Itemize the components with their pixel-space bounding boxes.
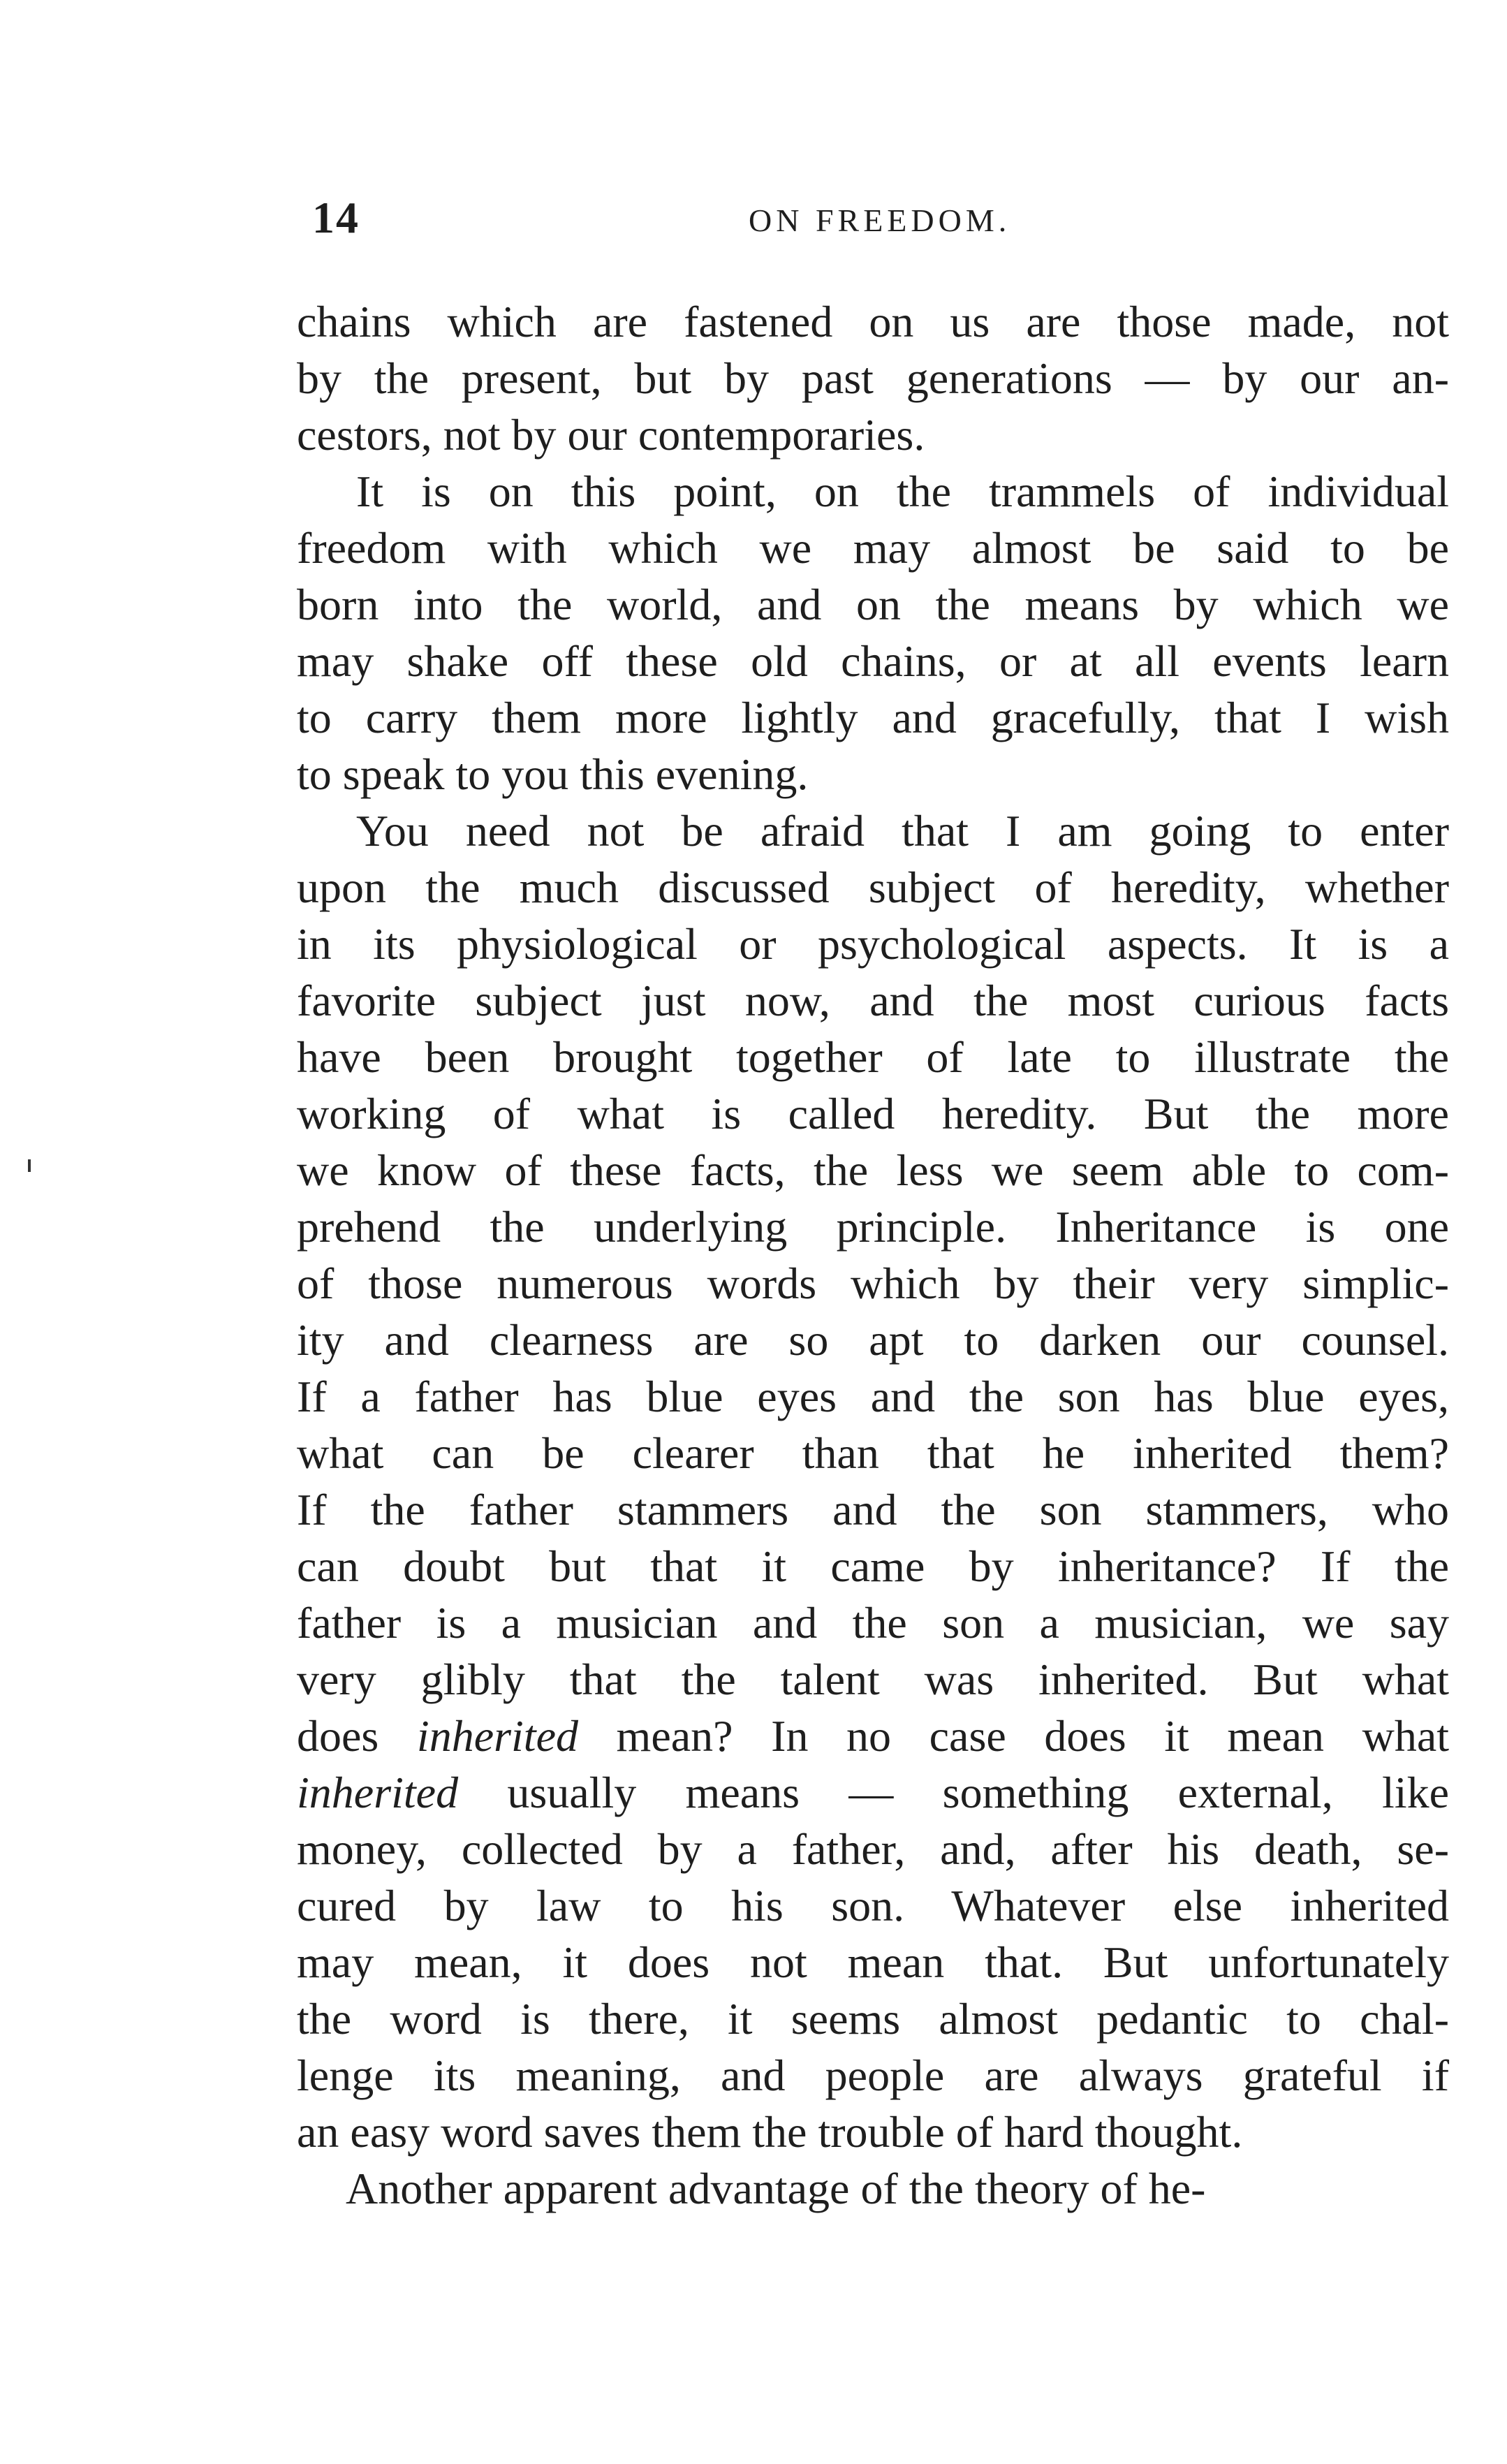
text-line: an easy word saves them the trouble of hard thought. xyxy=(297,2107,1243,2157)
page-number: 14 xyxy=(312,193,360,242)
body-text xyxy=(297,293,1449,2217)
text-line: favorite subject just now, and the most curious facts xyxy=(297,976,1449,1025)
text-line: If a father has blue eyes and the son has blue eyes, xyxy=(297,1372,1449,1421)
text-line-with-italic xyxy=(297,1764,1449,1821)
text-line: to speak to you this evening. xyxy=(297,749,809,799)
margin-mark xyxy=(28,1159,31,1172)
paragraph-first-line: It is on this point, on the trammels of individual xyxy=(356,467,1449,516)
text-line: cured by law to his son. Whatever else inherited xyxy=(297,1881,1449,1930)
paragraph-first-line: Another apparent advantage of the theory of he- xyxy=(346,2164,1206,2213)
text-line: lenge its meaning, and people are always grateful if xyxy=(297,2051,1449,2100)
italic-word: inherited xyxy=(297,1768,459,1817)
running-title: ON FREEDOM. xyxy=(749,203,1011,238)
text-line: by the present, but by past generations — by our an- xyxy=(297,353,1449,403)
text-line: may mean, it does not mean that. But unfortunately xyxy=(297,1937,1449,1987)
text-line: prehend the underlying principle. Inheritance is one xyxy=(297,1202,1449,1252)
text-line: working of what is called heredity. But the more xyxy=(297,1089,1449,1138)
text-line: we know of these facts, the less we seem able to com- xyxy=(297,1145,1449,1195)
text-segment: does xyxy=(297,1711,417,1761)
text-line: born into the world, and on the means by which we xyxy=(297,580,1449,629)
text-line: chains which are fastened on us are those made, not xyxy=(297,297,1449,346)
text-segment: mean? In no case does it mean what xyxy=(578,1711,1450,1761)
text-line: father is a musician and the son a musician, we say xyxy=(297,1598,1449,1648)
text-line: cestors, not by our contemporaries. xyxy=(297,410,925,460)
text-line: upon the much discussed subject of heredity, whether xyxy=(297,863,1449,912)
running-head xyxy=(312,192,1457,255)
paragraph-first-line: You need not be afraid that I am going to enter xyxy=(356,806,1449,856)
text-line: may shake off these old chains, or at all events learn xyxy=(297,636,1449,686)
text-line: ity and clearness are so apt to darken our counsel. xyxy=(297,1315,1449,1365)
text-line: can doubt but that it came by inheritance? If the xyxy=(297,1541,1449,1591)
text-line: the word is there, it seems almost pedantic to chal- xyxy=(297,1994,1449,2044)
text-line: money, collected by a father, and, after his death, se- xyxy=(297,1824,1449,1874)
text-line: very glibly that the talent was inherited. But what xyxy=(297,1655,1449,1704)
text-line: freedom with which we may almost be said to be xyxy=(297,523,1449,573)
text-line: to carry them more lightly and gracefully, that I wish xyxy=(297,693,1449,742)
text-line-with-italic xyxy=(297,1708,1449,1764)
text-line: in its physiological or psychological aspects. It is a xyxy=(297,919,1449,969)
text-segment: usually means — something external, like xyxy=(458,1768,1449,1817)
text-line: what can be clearer than that he inherited them? xyxy=(297,1428,1449,1478)
text-line: have been brought together of late to illustrate the xyxy=(297,1032,1449,1082)
italic-word: inherited xyxy=(416,1711,578,1761)
text-line: If the father stammers and the son stammers, who xyxy=(297,1485,1449,1534)
text-line: of those numerous words which by their very simplic- xyxy=(297,1259,1449,1308)
